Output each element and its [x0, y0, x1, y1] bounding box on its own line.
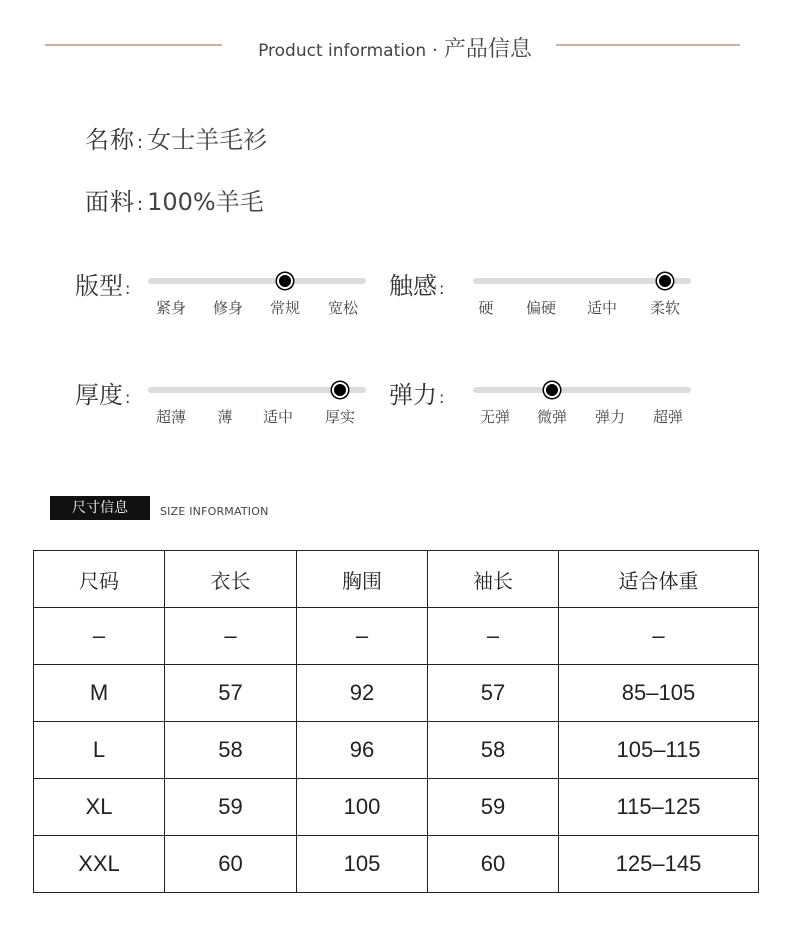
slider-label: 弹力 : [389, 381, 445, 409]
header-weight: 适合体重 [559, 551, 759, 608]
fabric-row [85, 182, 264, 217]
table-cell: XL [34, 779, 165, 836]
fabric-label: 面料 [85, 188, 135, 216]
table-cell: 59 [428, 779, 559, 836]
table-cell: 60 [428, 836, 559, 893]
colon: : [137, 132, 144, 153]
slider-label: 版型 : [75, 272, 131, 300]
slider-track [473, 387, 691, 393]
size-info-subtitle: SIZE INFORMATION [160, 505, 269, 518]
table-cell: 85–105 [559, 665, 759, 722]
table-row [34, 665, 759, 722]
table-cell: 57 [165, 665, 297, 722]
slider-option: 硬 [478, 299, 494, 317]
slider-knob [544, 382, 560, 398]
header-sleeve: 袖长 [428, 551, 559, 608]
product-name-label: 名称 [85, 126, 135, 154]
table-cell: 57 [428, 665, 559, 722]
slider-knob [277, 273, 293, 289]
slider-option: 超弹 [652, 408, 684, 426]
table-cell: 105–115 [559, 722, 759, 779]
slider-option: 厚实 [324, 408, 356, 426]
header-separator: · [432, 40, 438, 61]
size-info-tag: 尺寸信息 [50, 496, 150, 520]
table-cell: – [428, 608, 559, 665]
header-size: 尺码 [34, 551, 165, 608]
table-cell: 60 [165, 836, 297, 893]
table-row [34, 722, 759, 779]
table-cell: 58 [165, 722, 297, 779]
table-cell: 125–145 [559, 836, 759, 893]
table-cell: – [297, 608, 428, 665]
slider-option: 宽松 [327, 299, 359, 317]
table-cell: XXL [34, 836, 165, 893]
header-bust: 胸围 [297, 551, 428, 608]
product-name-value: 女士羊毛衫 [147, 126, 268, 154]
slider-knob [657, 273, 673, 289]
table-row [34, 779, 759, 836]
slider-track [148, 278, 366, 284]
slider-label: 厚度 : [75, 381, 131, 409]
slider-option: 偏硬 [525, 299, 557, 317]
slider-option: 微弹 [536, 408, 568, 426]
slider-option: 薄 [217, 408, 233, 426]
slider-option: 适中 [262, 408, 294, 426]
slider-label: 触感 : [389, 272, 445, 300]
size-table [33, 550, 759, 893]
table-header-row [34, 551, 759, 608]
table-cell: 92 [297, 665, 428, 722]
slider-option: 弹力 [594, 408, 626, 426]
slider-option: 常规 [269, 299, 301, 317]
product-name-row [85, 120, 267, 155]
table-cell: 58 [428, 722, 559, 779]
slider-option: 无弹 [479, 408, 511, 426]
section-header [0, 32, 790, 63]
slider-option: 超薄 [155, 408, 187, 426]
slider-option: 修身 [212, 299, 244, 317]
header-length: 衣长 [165, 551, 297, 608]
table-cell: – [165, 608, 297, 665]
table-cell: 115–125 [559, 779, 759, 836]
table-cell: – [559, 608, 759, 665]
fabric-value: 100%羊毛 [147, 188, 264, 216]
slider-option: 适中 [586, 299, 618, 317]
table-cell: 59 [165, 779, 297, 836]
table-row [34, 836, 759, 893]
table-cell: 96 [297, 722, 428, 779]
slider-option: 柔软 [649, 299, 681, 317]
slider-option: 紧身 [155, 299, 187, 317]
table-cell: – [34, 608, 165, 665]
table-cell: M [34, 665, 165, 722]
table-cell: L [34, 722, 165, 779]
table-row [34, 608, 759, 665]
table-cell: 100 [297, 779, 428, 836]
table-cell: 105 [297, 836, 428, 893]
header-title-en: Product information [258, 41, 427, 61]
header-title-zh: 产品信息 [443, 37, 532, 62]
colon: : [137, 194, 144, 215]
slider-knob [332, 382, 348, 398]
